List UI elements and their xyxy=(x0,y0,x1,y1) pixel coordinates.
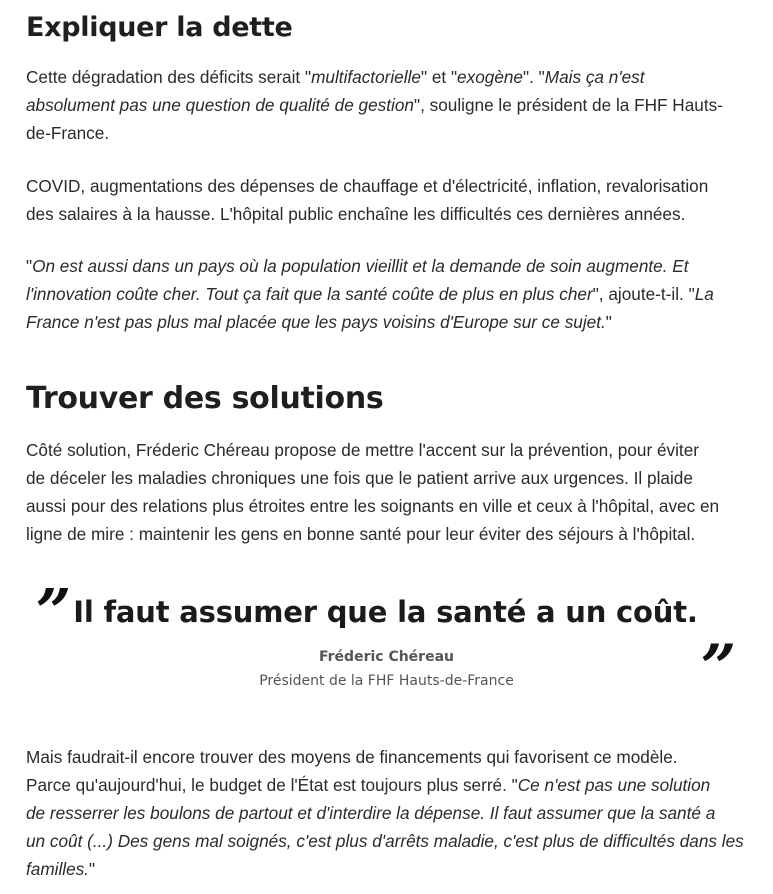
text-line xyxy=(26,91,750,119)
quote-author: Fréderic Chéreau xyxy=(318,649,454,665)
italic-run: absolument pas une question de qualité de gestion xyxy=(26,95,414,115)
quote-author-role: Président de la FHF Hauts-de-France xyxy=(259,673,514,689)
text-line xyxy=(26,771,750,799)
open-quote-icon: ” xyxy=(35,575,72,648)
text-run: " xyxy=(605,312,612,332)
italic-run: multifactorielle xyxy=(311,67,421,87)
pull-quote-text: Il faut assumer que la santé a un coût. xyxy=(73,595,698,629)
text-run: " xyxy=(26,256,33,276)
text-run: Parce qu'aujourd'hui, le budget de l'État est toujours plus serré. " xyxy=(26,775,518,795)
italic-run: l'innovation coûte cher. Tout ça fait que la santé coûte de plus en plus cher xyxy=(26,284,593,304)
text-line: ligne de mire : maintenir les gens en bonne santé pour leur éviter des séjours à l'hôpital. xyxy=(26,524,696,544)
text-line: des salaires à la hausse. L'hôpital public enchaîne les difficultés ces dernières années. xyxy=(26,204,686,224)
italic-run: Ce n'est pas une solution xyxy=(517,775,711,795)
text-line: de-France. xyxy=(26,123,110,143)
text-run: ". " xyxy=(523,67,545,87)
close-quote-icon: „ xyxy=(701,595,738,668)
section-heading-expliquer-la-dette: Expliquer la dette xyxy=(26,12,293,43)
text-line xyxy=(26,280,750,308)
paragraph-covid-difficultes xyxy=(26,172,750,228)
italic-run: Mais ça n'est xyxy=(544,67,645,87)
text-run: Cette dégradation des déficits serait " xyxy=(26,67,312,87)
italic-run: La xyxy=(694,284,714,304)
text-line: Mais faudrait-il encore trouver des moyens de financements qui favorisent ce modèle. xyxy=(26,747,678,767)
italic-run: France n'est pas plus mal placée que les pays voisins d'Europe sur ce sujet. xyxy=(26,312,606,332)
paragraph-population-vieillit xyxy=(26,252,750,336)
text-line xyxy=(26,308,750,336)
text-line xyxy=(26,252,750,280)
text-run: ", ajoute-t-il. " xyxy=(592,284,695,304)
text-run: ", souligne le président de la FHF Hauts- xyxy=(413,95,723,115)
italic-run: On est aussi dans un pays où la population vieillit et la demande de soin augmente. Et xyxy=(32,256,689,276)
text-run: " xyxy=(89,859,96,879)
text-line: COVID, augmentations des dépenses de chauffage et d'électricité, inflation, revalorisation xyxy=(26,176,709,196)
paragraph-degradation-deficits xyxy=(26,63,750,147)
text-line xyxy=(26,799,750,827)
section-heading-trouver-des-solutions: Trouver des solutions xyxy=(26,381,384,416)
text-line: aussi pour des relations plus étroites entre les soignants en ville et ceux à l'hôpital, avec en xyxy=(26,496,720,516)
text-line: de déceler les maladies chroniques une fois que le patient arrive aux urgences. Il plaide xyxy=(26,468,693,488)
text-run: " et " xyxy=(420,67,458,87)
text-line xyxy=(26,63,750,91)
text-line xyxy=(26,855,750,883)
italic-run: de resserrer les boulons de partout et d'interdire la dépense. Il faut assumer que la santé a xyxy=(26,803,716,823)
text-line: Côté solution, Fréderic Chéreau propose de mettre l'accent sur la prévention, pour éviter xyxy=(26,440,699,460)
italic-run: exogène xyxy=(457,67,523,87)
italic-run: familles. xyxy=(26,859,90,879)
paragraph-cote-solution xyxy=(26,436,750,548)
paragraph-financements xyxy=(26,743,750,883)
text-line xyxy=(26,827,750,855)
italic-run: un coût (...) Des gens mal soignés, c'est plus d'arrêts maladie, c'est plus de difficultés dans les xyxy=(26,831,744,851)
